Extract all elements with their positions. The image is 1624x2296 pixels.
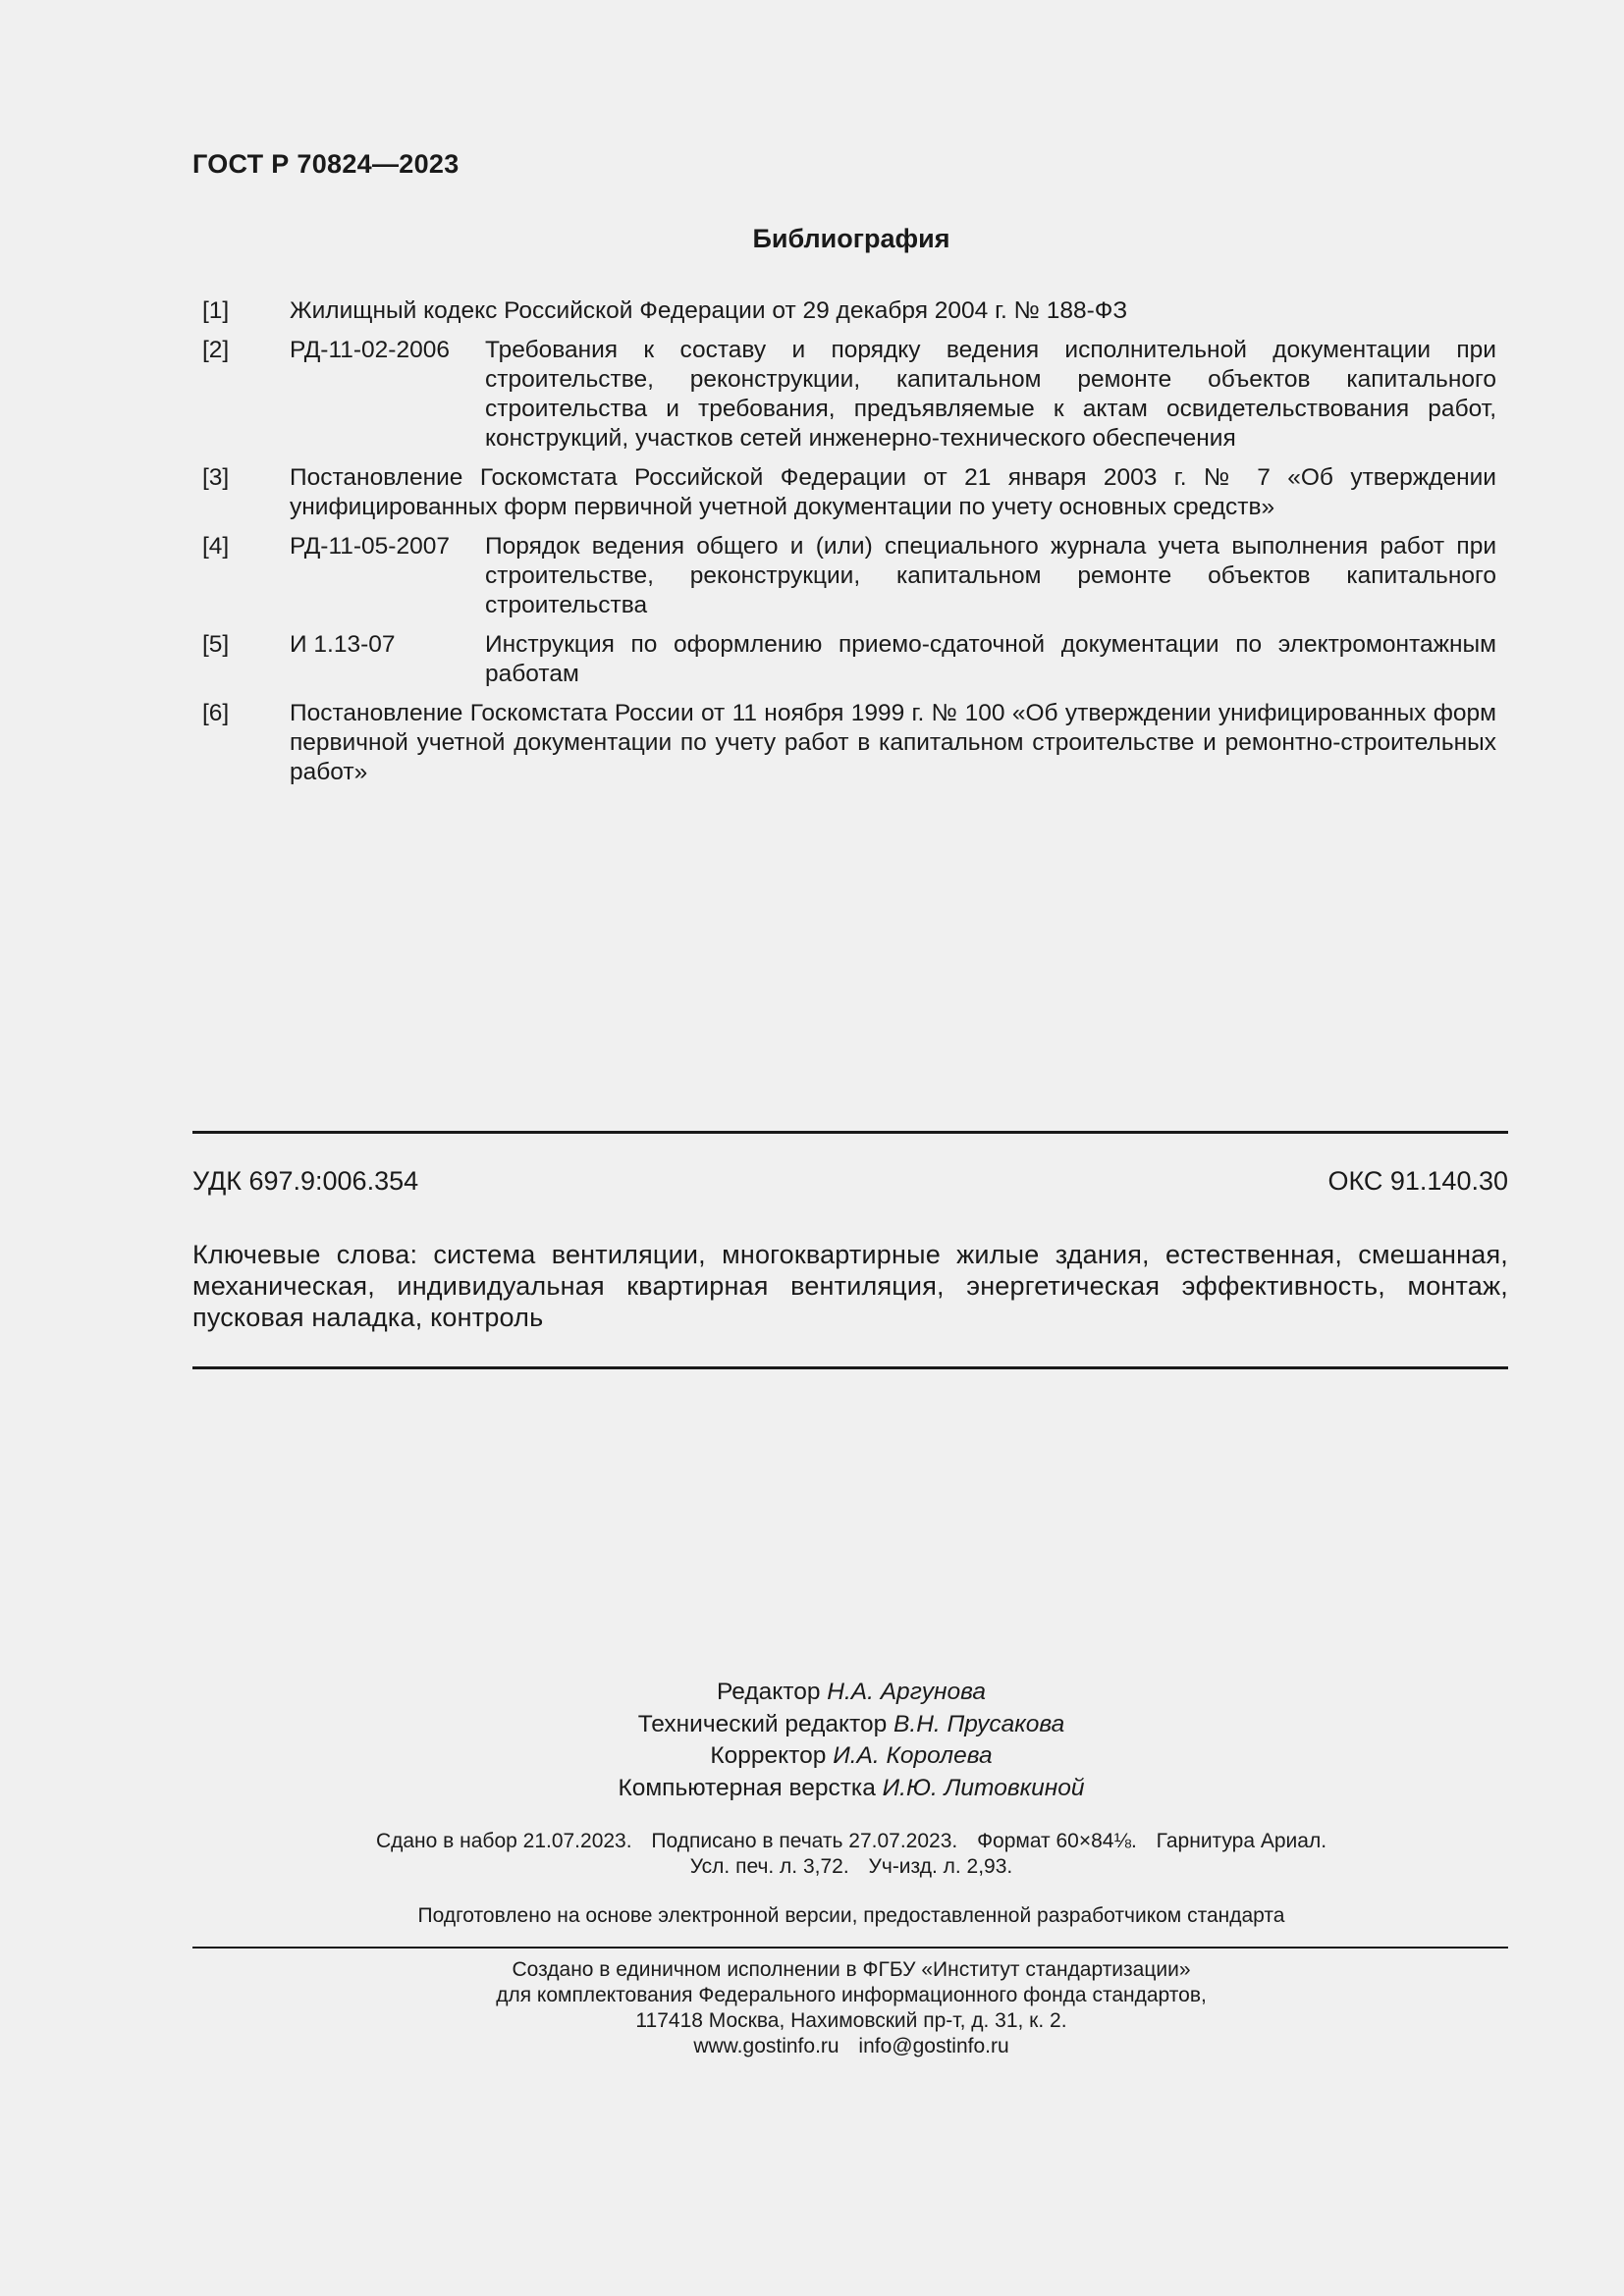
publisher-block xyxy=(0,1957,1624,2059)
entry-text: Требования к составу и порядку ведения исполнительной документации при строительстве, реконструкции, капитальном ремонте объектов капитального строительства и требования, предъявляемые к актам освидетельствования работ, конструкций, участков сетей инженерно-технического обеспечения xyxy=(485,337,1496,452)
entry-text: Постановление Госкомстата Российской Федерации от 21 января 2003 г. № 7 «Об утверждении унифицированных форм первичной учетной документации по учету основных средств» xyxy=(290,464,1496,520)
imprint-block xyxy=(0,1829,1624,1880)
udk-code: УДК 697.9:006.354 xyxy=(192,1166,419,1196)
divider-publisher xyxy=(192,1947,1508,1949)
editor-name: Н.А. Аргунова xyxy=(827,1679,987,1705)
entry-code: РД-11-05-2007 xyxy=(290,533,450,560)
submitted-date: Сдано в набор 21.07.2023. xyxy=(375,1830,632,1852)
bibliography-entry xyxy=(202,699,1496,787)
corrector-label: Корректор xyxy=(710,1742,827,1769)
entry-number: [6] xyxy=(202,700,230,726)
bibliography-entry xyxy=(202,296,1496,326)
entry-number: [4] xyxy=(202,533,230,560)
entry-code: И 1.13-07 xyxy=(290,631,396,658)
bibliography-list xyxy=(202,296,1496,797)
entry-number: [5] xyxy=(202,631,230,658)
standard-code: ГОСТ Р 70824—2023 xyxy=(192,149,460,179)
entry-text: Постановление Госкомстата России от 11 ноября 1999 г. № 100 «Об утверждении унифицированных форм первичной учетной документации по учету работ в капитальном строительстве и ремонтно-строительных работ» xyxy=(290,700,1496,785)
print-sheets: Усл. печ. л. 3,72. xyxy=(689,1855,849,1878)
entry-number: [3] xyxy=(202,464,230,491)
entry-number: [2] xyxy=(202,337,230,363)
corrector-line xyxy=(0,1740,1624,1773)
keywords: Ключевые слова: система вентиляции, многоквартирные жилые здания, естественная, смешанная, механическая, индивидуальная квартирная вентиляция, энергетическая эффективность, монтаж, пусковая наладка, контроль xyxy=(192,1240,1508,1332)
layout-line xyxy=(0,1773,1624,1805)
editor-line xyxy=(0,1677,1624,1709)
bibliography-entry xyxy=(202,463,1496,522)
typeface: Гарнитура Ариал. xyxy=(1156,1830,1327,1852)
website-link[interactable]: www.gostinfo.ru xyxy=(693,2035,839,2057)
email-link[interactable]: info@gostinfo.ru xyxy=(858,2035,1009,2057)
imprint-line-2 xyxy=(0,1854,1624,1880)
publisher-contacts xyxy=(0,2034,1624,2059)
oks-code: ОКС 91.140.30 xyxy=(1327,1166,1508,1196)
layout-label: Компьютерная верстка xyxy=(618,1774,876,1801)
bibliography-entry xyxy=(202,532,1496,620)
entry-text: Инструкция по оформлению приемо-сдаточной документации по электромонтажным работам xyxy=(485,631,1496,687)
tech-editor-name: В.Н. Прусакова xyxy=(893,1710,1065,1737)
paper-format: Формат 60×84⅛. xyxy=(977,1830,1137,1852)
entry-text: Порядок ведения общего и (или) специального журнала учета выполнения работ при строительстве, реконструкции, капитальном ремонте объектов капитального строительства xyxy=(485,533,1496,618)
signed-date: Подписано в печать 27.07.2023. xyxy=(651,1830,958,1852)
layout-name: И.Ю. Литовкиной xyxy=(882,1774,1085,1801)
editor-label: Редактор xyxy=(716,1679,821,1705)
pub-sheets: Уч-изд. л. 2,93. xyxy=(868,1855,1013,1878)
bibliography-entry xyxy=(202,630,1496,689)
prepared-note: Подготовлено на основе электронной версии, предоставленной разработчиком стандарта xyxy=(417,1904,1285,1927)
tech-editor-label: Технический редактор xyxy=(637,1710,888,1737)
divider-bottom xyxy=(192,1366,1508,1369)
bibliography-title: Библиография xyxy=(752,224,950,253)
divider-top xyxy=(192,1131,1508,1134)
entry-text: Жилищный кодекс Российской Федерации от 29 декабря 2004 г. № 188-ФЗ xyxy=(290,297,1128,324)
bibliography-entry xyxy=(202,336,1496,454)
publisher-line: для комплектования Федерального информационного фонда стандартов, xyxy=(496,1984,1207,2006)
imprint-line-1 xyxy=(0,1829,1624,1854)
entry-number: [1] xyxy=(202,297,230,324)
publisher-address: 117418 Москва, Нахимовский пр-т, д. 31, к. 2. xyxy=(635,2009,1067,2032)
tech-editor-line xyxy=(0,1709,1624,1741)
corrector-name: И.А. Королева xyxy=(833,1742,993,1769)
publisher-line: Создано в единичном исполнении в ФГБУ «Институт стандартизации» xyxy=(512,1958,1191,1981)
entry-code: РД-11-02-2006 xyxy=(290,337,450,363)
credits-block xyxy=(0,1677,1624,1804)
